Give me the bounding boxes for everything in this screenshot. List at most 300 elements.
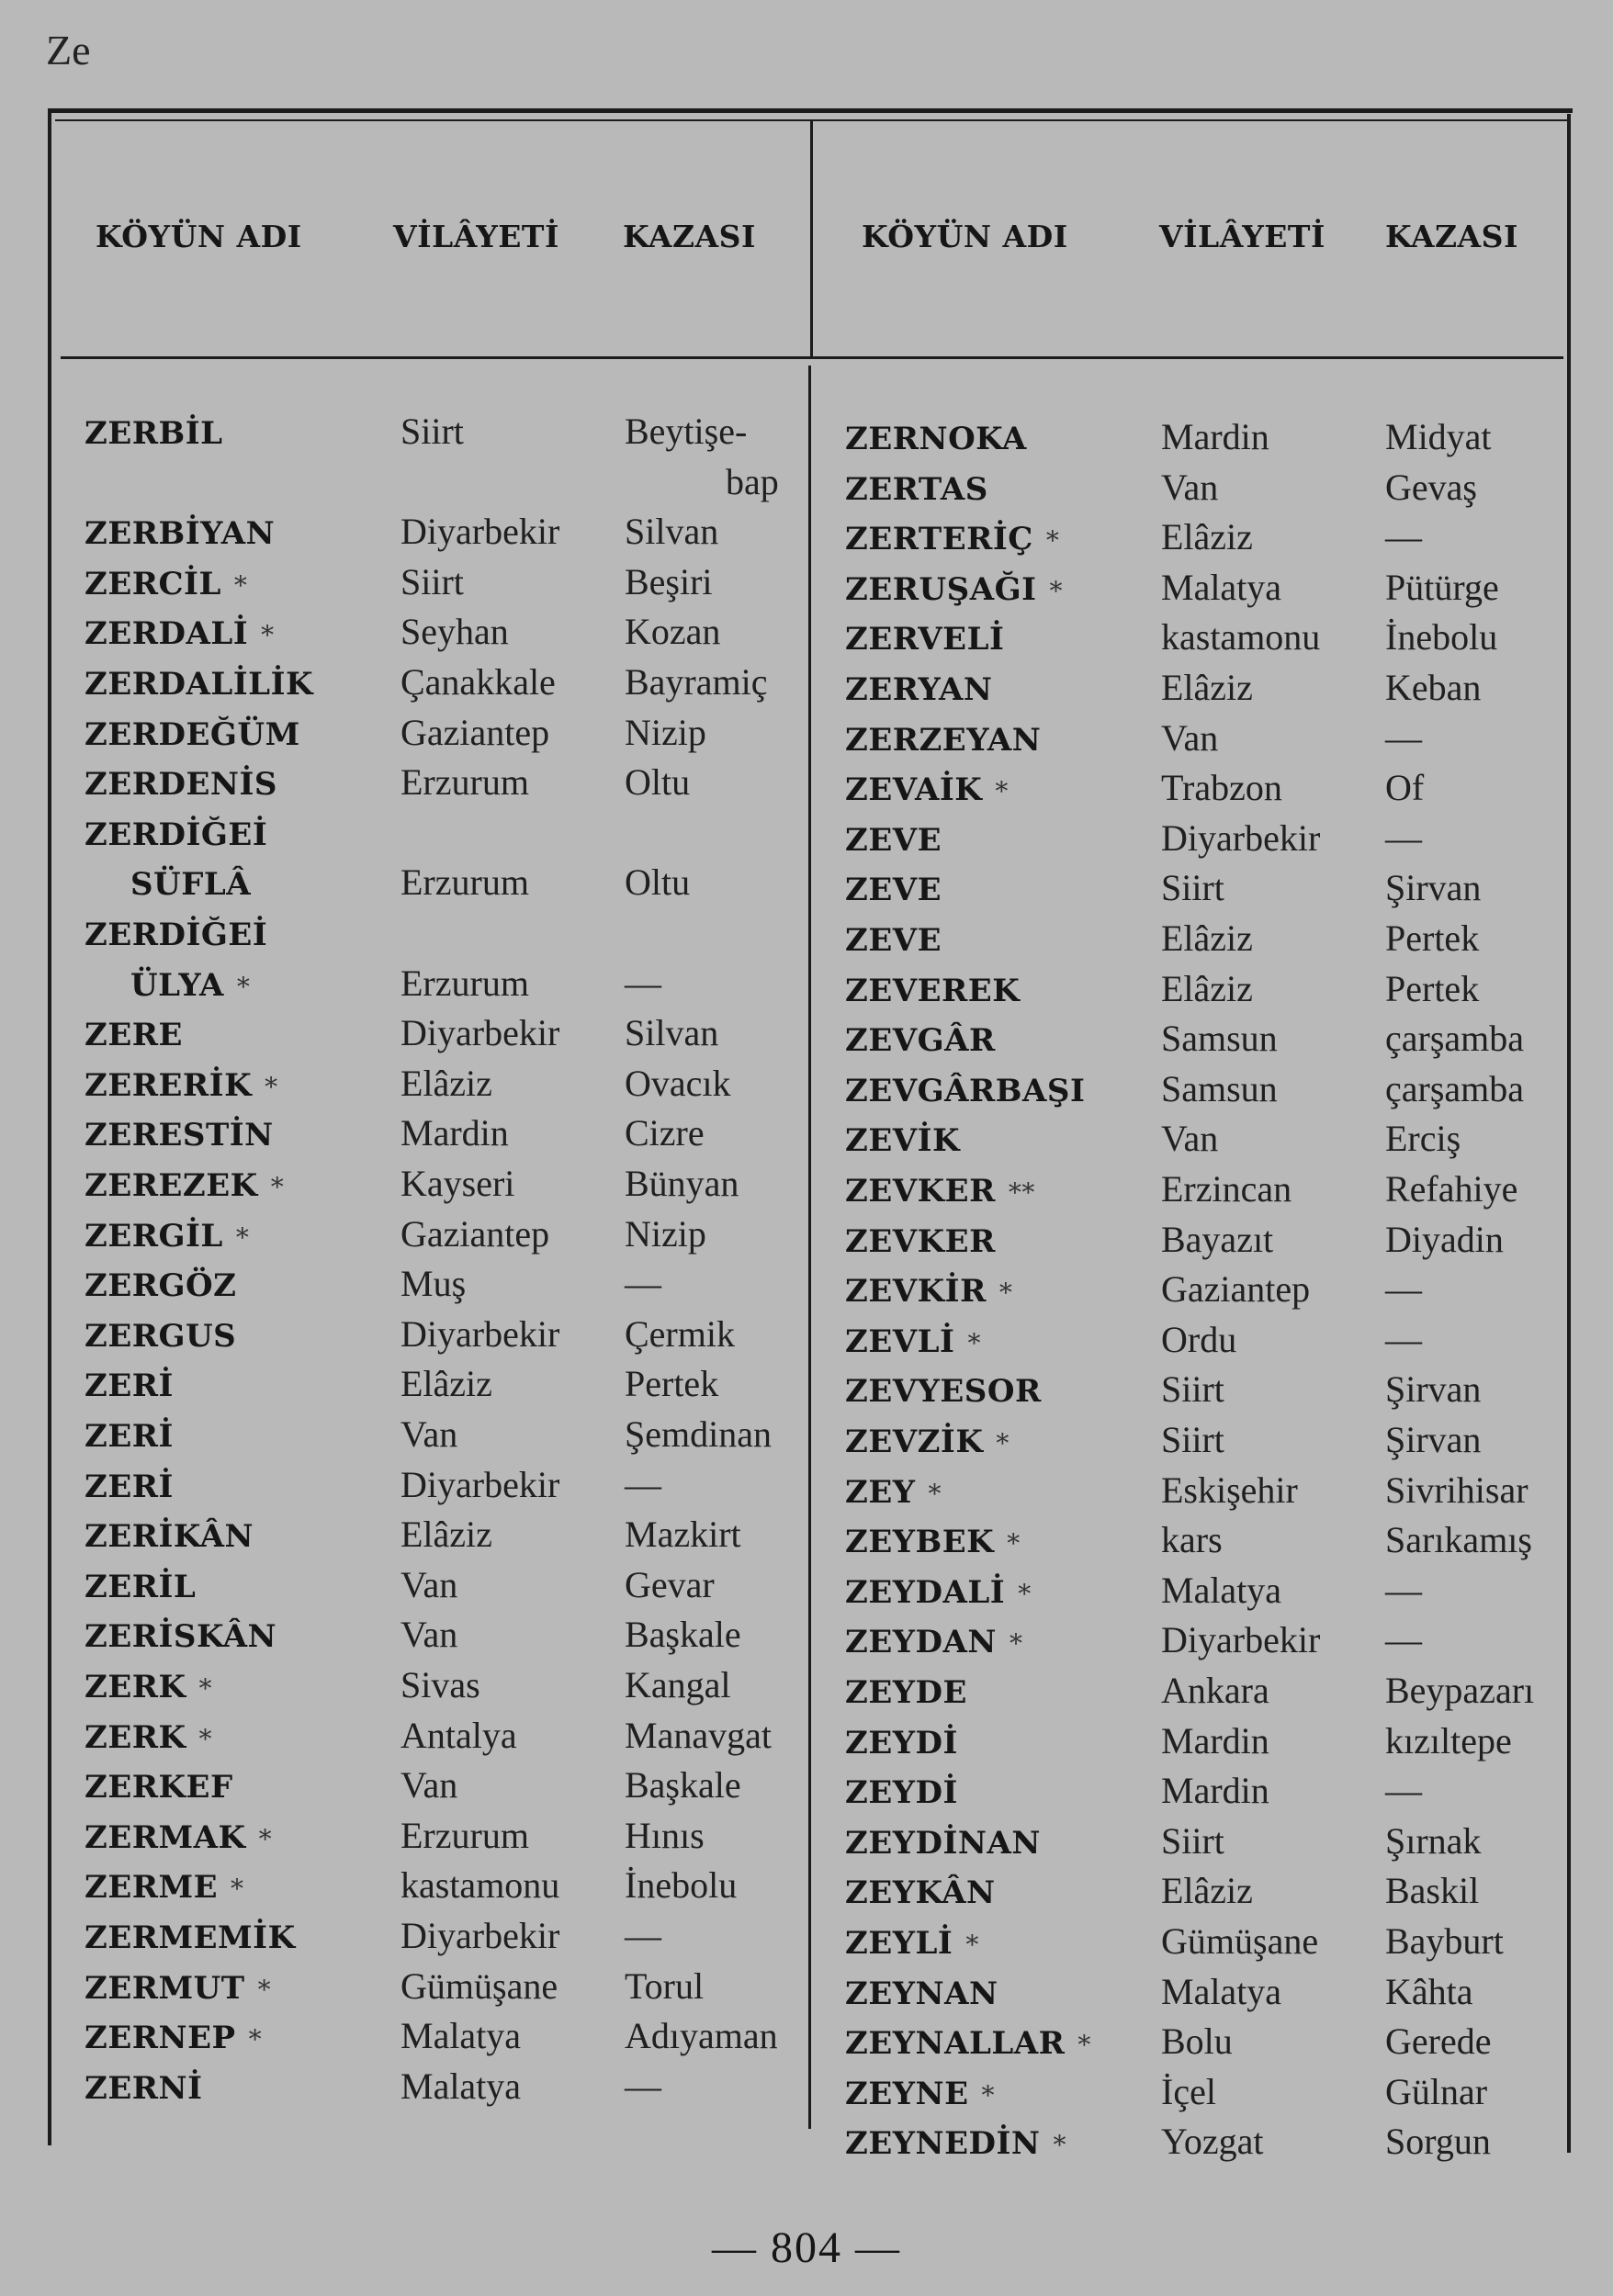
district-cell: Oltu: [625, 761, 691, 804]
district-cell: —: [1385, 1770, 1422, 1812]
top-border: [48, 108, 1573, 113]
village-name-text: ZERCİL: [85, 565, 221, 602]
left-border: [48, 108, 51, 2145]
village-name-text: ZERİ: [85, 1367, 174, 1405]
province-cell: Van: [400, 1563, 458, 1605]
village-name: [845, 421, 1027, 457]
village-name: [85, 1418, 174, 1455]
left-header-district: KAZASI: [623, 219, 756, 254]
village-name-text: ZEVE: [845, 821, 942, 859]
footnote-mark: *: [965, 1930, 979, 1960]
district-cell: Çermik: [625, 1312, 735, 1355]
village-name: [845, 822, 942, 859]
village-name-text: ZERNOKA: [845, 421, 1027, 457]
village-name-text: ZERNEP: [85, 2020, 236, 2057]
province-cell: Mardin: [1161, 1770, 1269, 1812]
village-name-text: ZERDENİS: [85, 766, 277, 804]
province-cell: Erzurum: [400, 761, 529, 804]
province-cell: Elâziz: [400, 1062, 492, 1104]
province-cell: Seyhan: [400, 611, 509, 653]
province-cell: Siirt: [400, 411, 464, 452]
village-name-text: ZEREZEK: [85, 1167, 258, 1204]
village-name: [85, 2070, 202, 2107]
village-name: [85, 666, 313, 703]
village-name-text: ZERDEĞÜM: [85, 715, 300, 753]
district-cell: Oltu: [625, 861, 691, 904]
village-name: [85, 1518, 254, 1555]
village-name: [845, 1122, 960, 1159]
district-cell: Pütürge: [1385, 566, 1499, 608]
district-cell: Silvan: [625, 1012, 719, 1054]
province-cell: kastamonu: [1161, 616, 1321, 658]
village-name: [85, 1218, 249, 1255]
village-name-text: ZEVEREK: [845, 972, 1021, 1009]
province-cell: Kayseri: [400, 1163, 515, 1204]
province-cell: Diyarbekir: [400, 511, 560, 553]
district-cell: Nizip: [625, 1212, 706, 1255]
footnote-mark: *: [270, 1172, 285, 1202]
village-name-text: ZERDİĞEİ: [85, 917, 268, 953]
right-header-district: KAZASI: [1385, 219, 1518, 254]
village-name: [845, 1022, 996, 1059]
village-name-text: ZERBİL: [85, 415, 223, 452]
village-name: [845, 621, 1004, 658]
village-name: [845, 2025, 1091, 2062]
village-name: [85, 1769, 233, 1806]
district-cell: —: [1385, 1569, 1422, 1611]
province-cell: Erzurum: [400, 962, 529, 1004]
village-name-text: ZERİSKÂN: [85, 1618, 277, 1656]
district-cell: —: [625, 1263, 661, 1305]
village-name-text: ZEVKER: [845, 1173, 996, 1210]
village-name: [85, 615, 275, 652]
village-name-text: ZERE: [85, 1017, 183, 1054]
province-cell: Samsun: [1161, 1018, 1278, 1060]
village-name: [85, 415, 223, 452]
province-cell: Siirt: [1161, 867, 1224, 909]
district-cell: Beşiri: [625, 560, 713, 602]
footnote-mark: *: [1053, 2130, 1066, 2161]
district-cell: —: [625, 2065, 661, 2107]
village-name-text: ZERGİL: [85, 1217, 223, 1255]
district-cell: —: [1385, 716, 1422, 759]
district-cell: Şemdinan: [625, 1413, 772, 1455]
province-cell: Siirt: [1161, 1368, 1224, 1411]
district-cell: İnebolu: [625, 1864, 738, 1907]
province-cell: Elâziz: [1161, 967, 1253, 1009]
province-cell: Elâziz: [1161, 917, 1253, 959]
village-name: [845, 1925, 979, 1962]
district-cell: Kâhta: [1385, 1970, 1473, 2012]
village-name: [85, 1367, 174, 1404]
village-name-text: ZERK: [85, 1718, 186, 1756]
footnote-mark: *: [198, 1673, 213, 1704]
village-name-text: ZEYKÂN: [845, 1874, 996, 1912]
district-cell: Nizip: [625, 711, 706, 753]
province-cell: kars: [1161, 1519, 1223, 1561]
district-cell: Pertek: [1385, 967, 1480, 1009]
footnote-mark: *: [236, 971, 251, 1002]
village-name: [85, 1669, 212, 1705]
district-cell: İnebolu: [1385, 616, 1498, 658]
village-name-text: ZEYDİ: [845, 1774, 958, 1812]
village-name-text: ZEYDİNAN: [845, 1824, 1041, 1862]
province-cell: Elâziz: [1161, 667, 1253, 708]
province-cell: Diyarbekir: [1161, 816, 1321, 859]
village-name: [845, 1524, 1021, 1560]
village-name: [85, 2020, 262, 2056]
footnote-mark: *: [996, 1428, 1010, 1458]
district-cell: Adıyaman: [625, 2015, 778, 2057]
footnote-mark: *: [233, 569, 248, 601]
district-cell: —: [1385, 1268, 1422, 1311]
province-cell: Van: [400, 1413, 458, 1455]
village-name: [845, 1173, 1035, 1210]
province-cell: Elâziz: [1161, 516, 1253, 558]
village-name-text: ZERMEMİK: [85, 1919, 296, 1956]
village-name: [845, 1574, 1032, 1611]
village-name-text: ZEVGÂR: [845, 1022, 996, 1060]
village-name-text: ZEY: [845, 1473, 916, 1511]
village-name: [85, 1318, 236, 1355]
district-cell: Sivrihisar: [1385, 1469, 1528, 1511]
district-cell: Pertek: [1385, 917, 1480, 959]
village-name: [85, 515, 275, 552]
footnote-mark: *: [928, 1478, 942, 1509]
village-name-text: ZEYNALLAR: [845, 2025, 1066, 2063]
district-cell: —: [625, 1463, 661, 1505]
province-cell: Erzurum: [400, 1814, 529, 1856]
province-cell: İçel: [1161, 2070, 1216, 2112]
center-divider-header: [810, 121, 813, 356]
province-cell: Malatya: [400, 2015, 522, 2057]
district-cell: Mazkirt: [625, 1514, 741, 1556]
village-name: [845, 1073, 1085, 1109]
district-cell: Bayramiç: [625, 661, 768, 703]
village-name: [85, 1819, 272, 1856]
village-name: [845, 2125, 1066, 2162]
village-name: [845, 1273, 1012, 1310]
province-cell: Erzurum: [400, 861, 529, 904]
district-cell: Şirvan: [1385, 1419, 1482, 1460]
footnote-mark: *: [995, 776, 1009, 807]
village-name: [85, 766, 277, 803]
village-name-text: ZERNİ: [85, 2069, 203, 2107]
village-name: [85, 967, 250, 1004]
province-cell: kastamonu: [400, 1864, 560, 1907]
province-cell: Çanakkale: [400, 661, 556, 703]
footnote-mark: *: [1018, 1578, 1032, 1609]
province-cell: Siirt: [1161, 1819, 1224, 1862]
footnote-mark: *: [257, 1974, 272, 2005]
village-name-text: ZERYAN: [845, 671, 993, 708]
district-cell: Kangal: [625, 1664, 731, 1705]
village-name: [845, 771, 1009, 808]
province-cell: Muş: [400, 1263, 467, 1305]
footnote-mark: *: [198, 1723, 213, 1754]
village-name-text: SÜFLÂ: [130, 866, 252, 904]
district-cell: —: [1385, 1318, 1422, 1360]
village-name-text: ZEYBEK: [845, 1524, 995, 1561]
district-cell: Bayburt: [1385, 1920, 1504, 1962]
district-cell: çarşamba: [1385, 1018, 1525, 1060]
province-cell: Elâziz: [1161, 1870, 1253, 1912]
village-name-text: ZEYNEDİN: [845, 2125, 1041, 2163]
village-name-text: ZERTERİÇ: [845, 521, 1033, 558]
footnote-mark: *: [235, 1221, 250, 1253]
village-name-text: ZEVGÂRBAŞI: [845, 1072, 1086, 1109]
village-name-text: ZERİL: [85, 1568, 197, 1605]
province-cell: Mardin: [1161, 416, 1269, 457]
province-cell: Gümüşane: [1161, 1920, 1319, 1962]
district-cell: —: [625, 1915, 661, 1956]
province-cell: Van: [400, 1614, 458, 1656]
footnote-mark: *: [1045, 525, 1060, 557]
village-name: [845, 1424, 1010, 1460]
village-name-text: ZEVİK: [845, 1122, 961, 1160]
village-name-text: ZERME: [85, 1869, 219, 1907]
village-name: [845, 1874, 996, 1911]
village-name: [85, 1267, 236, 1304]
village-name-text: ZERTAS: [845, 470, 988, 508]
province-cell: Diyarbekir: [400, 1312, 560, 1355]
district-cell: Başkale: [625, 1764, 741, 1806]
village-name: [845, 571, 1063, 608]
village-name: [845, 521, 1059, 557]
village-name-text: ZEYDAN: [845, 1624, 997, 1661]
village-name-text: ZERZEYAN: [845, 721, 1042, 759]
village-name-text: ÜLYA: [130, 966, 224, 1004]
province-cell: Van: [1161, 716, 1219, 759]
village-name-text: ZERMUT: [85, 1969, 245, 2007]
district-cell: çarşamba: [1385, 1067, 1525, 1109]
right-header-province: VİLÂYETİ: [1159, 219, 1325, 254]
village-name: [85, 1919, 296, 1956]
province-cell: Siirt: [1161, 1419, 1224, 1460]
province-cell: Mardin: [400, 1112, 509, 1154]
village-name: [845, 1825, 1041, 1862]
province-cell: Samsun: [1161, 1067, 1278, 1109]
province-cell: Elâziz: [400, 1514, 492, 1556]
district-cell: Şırnak: [1385, 1819, 1482, 1862]
village-name-text: ZERMAK: [85, 1818, 246, 1856]
village-name: [85, 566, 247, 602]
footnote-mark: *: [231, 1874, 244, 1905]
district-cell: Beytişe-: [625, 411, 748, 452]
page-number: — 804 —: [712, 2223, 901, 2272]
village-name: [85, 816, 267, 853]
village-name-text: ZERİ: [85, 1418, 174, 1455]
village-name-text: ZEYNE: [845, 2075, 969, 2112]
district-cell: —: [625, 962, 661, 1004]
village-name: [845, 1624, 1022, 1660]
village-name: [85, 716, 300, 753]
left-header-name: KÖYÜN ADI: [96, 219, 302, 254]
right-header-name: KÖYÜN ADI: [862, 219, 1068, 254]
province-cell: Ankara: [1161, 1670, 1269, 1711]
province-cell: Malatya: [1161, 1569, 1282, 1611]
village-name-text: ZERESTİN: [85, 1117, 274, 1154]
village-name: [845, 722, 1041, 759]
village-name-text: ZERBİYAN: [85, 515, 276, 553]
district-cell: Of: [1385, 767, 1425, 809]
village-name: [845, 1474, 942, 1511]
village-name-text: ZEYDİ: [845, 1724, 958, 1761]
village-name: [85, 1569, 196, 1605]
province-cell: Antalya: [400, 1714, 517, 1756]
district-cell: Erciş: [1385, 1118, 1461, 1160]
village-name: [85, 1618, 276, 1655]
province-cell: Erzincan: [1161, 1168, 1292, 1210]
province-cell: Van: [400, 1764, 458, 1806]
district-cell: Refahiye: [1385, 1168, 1518, 1210]
village-name-text: ZEVKER: [845, 1222, 996, 1260]
village-name: [85, 1970, 271, 2007]
district-cell: Baskil: [1385, 1870, 1480, 1912]
province-cell: Malatya: [400, 2065, 522, 2107]
footnote-mark: **: [1008, 1177, 1035, 1208]
province-cell: Diyarbekir: [400, 1463, 560, 1505]
village-name: [845, 1774, 958, 1811]
province-cell: Gümüşane: [400, 1964, 558, 2007]
village-name: [845, 1725, 958, 1761]
village-name-text: ZEVE: [845, 872, 942, 909]
district-cell: Keban: [1385, 667, 1482, 708]
district-cell: —: [1385, 1619, 1422, 1661]
village-name: [845, 973, 1020, 1009]
province-cell: Sivas: [400, 1664, 480, 1705]
province-cell: Diyarbekir: [400, 1915, 560, 1956]
village-name: [85, 1167, 284, 1204]
province-cell: Gaziantep: [400, 711, 550, 753]
village-name: [85, 1017, 183, 1053]
district-cell: Pertek: [625, 1363, 719, 1405]
district-cell: kızıltepe: [1385, 1719, 1512, 1761]
province-cell: Siirt: [400, 560, 464, 602]
district-cell: Sarıkamış: [1385, 1519, 1532, 1561]
village-name-text: ZERİ: [85, 1468, 174, 1505]
province-cell: Van: [1161, 1118, 1219, 1160]
footnote-mark: *: [1007, 1528, 1021, 1559]
left-header-province: VİLÂYETİ: [393, 219, 559, 254]
province-cell: Malatya: [1161, 566, 1282, 608]
village-name-text: ZEYDE: [845, 1674, 967, 1711]
district-cell: Kozan: [625, 611, 721, 653]
village-name: [845, 922, 942, 959]
footnote-mark: *: [967, 1327, 981, 1358]
district-cell: Silvan: [625, 511, 719, 553]
village-name: [845, 1975, 998, 2012]
village-name-text: ZERİKÂN: [85, 1518, 254, 1556]
village-name-text: ZERDİĞEİ: [85, 816, 268, 853]
village-name: [845, 471, 988, 508]
village-name-text: ZEVAİK: [845, 771, 983, 809]
district-cell: Şirvan: [1385, 1368, 1482, 1411]
province-cell: Mardin: [1161, 1719, 1269, 1761]
district-cell: Sorgun: [1385, 2121, 1491, 2163]
footnote-mark: *: [261, 620, 275, 651]
province-cell: Gaziantep: [400, 1212, 550, 1255]
page-header: Ze: [46, 27, 91, 73]
village-name-text: ZEVE: [845, 922, 942, 959]
village-name: [845, 1373, 1042, 1410]
village-name-text: ZERGUS: [85, 1317, 237, 1355]
district-cell: —: [1385, 816, 1422, 859]
village-name-text: ZEYNAN: [845, 1975, 998, 2012]
district-cell: Midyat: [1385, 416, 1492, 457]
district-cell: Gevar: [625, 1563, 715, 1605]
footnote-mark: *: [258, 1823, 273, 1854]
village-name: [845, 2076, 995, 2112]
province-cell: Malatya: [1161, 1970, 1282, 2012]
village-name: [85, 866, 251, 903]
province-cell: Bolu: [1161, 2020, 1233, 2063]
province-cell: Ordu: [1161, 1318, 1237, 1360]
village-name: [845, 1674, 967, 1711]
village-name: [85, 1719, 212, 1756]
province-cell: Elâziz: [400, 1363, 492, 1405]
village-name: [845, 872, 942, 908]
footnote-mark: *: [248, 2024, 263, 2055]
province-cell: Trabzon: [1161, 767, 1282, 809]
district-cell: Torul: [625, 1964, 705, 2007]
footnote-mark: *: [265, 1071, 278, 1102]
province-cell: Van: [1161, 466, 1219, 508]
village-name-text: ZERK: [85, 1669, 186, 1705]
village-name: [85, 1117, 274, 1154]
province-cell: Yozgat: [1161, 2121, 1264, 2163]
district-cell: Şirvan: [1385, 867, 1482, 909]
footnote-mark: *: [1049, 575, 1064, 606]
district-cell: Başkale: [625, 1614, 741, 1656]
village-name-text: ZEVLİ: [845, 1322, 955, 1360]
right-border: [1567, 114, 1571, 2153]
district-cell: Manavgat: [625, 1714, 772, 1756]
district-cell: Bünyan: [625, 1163, 739, 1204]
village-name-text: ZERVELİ: [845, 621, 1005, 658]
village-name: [85, 917, 267, 953]
village-name: [85, 1469, 174, 1505]
district-cell: —: [1385, 516, 1422, 558]
district-cell: bap: [726, 460, 779, 502]
village-name: [85, 1869, 244, 1906]
village-name: [845, 1223, 996, 1260]
village-name-text: ZEVZİK: [845, 1424, 984, 1460]
district-cell: Cizre: [625, 1112, 705, 1154]
district-cell: Diyadin: [1385, 1218, 1504, 1260]
footnote-mark: *: [1077, 2030, 1091, 2061]
village-name: [845, 671, 993, 708]
footnote-mark: *: [998, 1277, 1013, 1309]
province-cell: Eskişehir: [1161, 1469, 1298, 1511]
village-name-text: ZERDALİLİK: [85, 666, 314, 703]
province-cell: Diyarbekir: [1161, 1619, 1321, 1661]
district-cell: Gerede: [1385, 2020, 1492, 2063]
header-divider: [61, 356, 1563, 359]
village-name: [85, 1067, 278, 1104]
district-cell: Beypazarı: [1385, 1670, 1535, 1711]
center-divider-body: [808, 366, 811, 2129]
province-cell: Bayazıt: [1161, 1218, 1274, 1260]
village-name-text: ZEVKİR: [845, 1273, 987, 1311]
village-name: [845, 1323, 981, 1360]
footnote-mark: *: [981, 2079, 995, 2110]
district-cell: Ovacık: [625, 1062, 731, 1104]
village-name-text: ZERGÖZ: [85, 1267, 237, 1305]
village-name-text: ZERERİK: [85, 1066, 253, 1104]
district-cell: Gevaş: [1385, 466, 1477, 508]
village-name-text: ZEVYESOR: [845, 1373, 1042, 1411]
